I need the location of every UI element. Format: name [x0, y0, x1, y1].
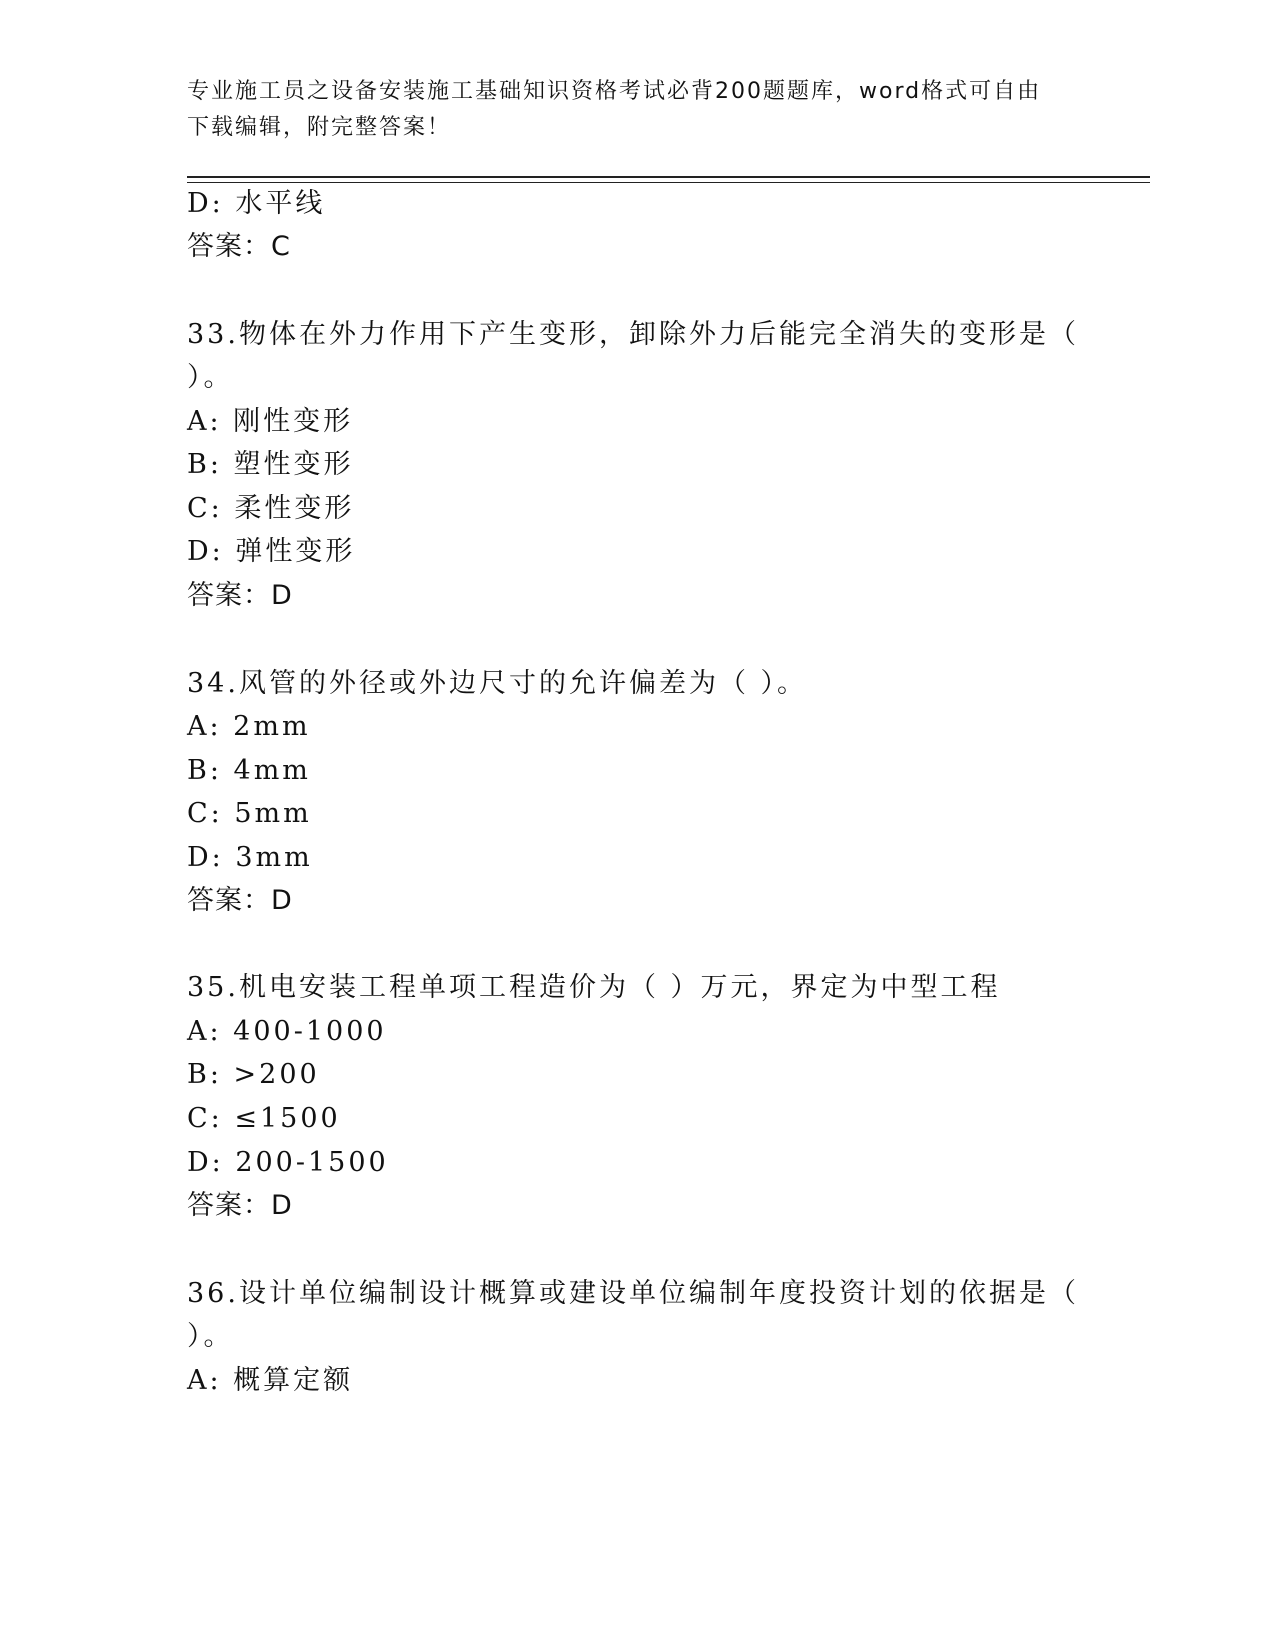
q35-stem: 35.机电安装工程单项工程造价为（ ）万元，界定为中型工程 — [187, 972, 1001, 1003]
q33-stem-line-1: 33.物体在外力作用下产生变形，卸除外力后能完全消失的变形是（ — [187, 319, 1079, 350]
q34-option-d: D: 3mm — [187, 842, 313, 873]
q36-stem-line-1: 36.设计单位编制设计概算或建设单位编制年度投资计划的依据是（ — [187, 1278, 1079, 1309]
q34-stem: 34.风管的外径或外边尺寸的允许偏差为（ ）。 — [187, 668, 808, 699]
q35-option-d: D: 200-1500 — [187, 1147, 389, 1178]
header-rule-thick — [187, 176, 1150, 178]
q36-stem-line-2: ）。 — [187, 1321, 234, 1352]
q34-option-c: C: 5mm — [187, 798, 312, 829]
q35-option-b: B: >200 — [187, 1059, 320, 1090]
q33-option-c: C: 柔性变形 — [187, 493, 355, 524]
q35-option-c: C: ≤1500 — [187, 1103, 341, 1134]
q35-answer: 答案：D — [187, 1190, 293, 1221]
q34-option-a: A: 2mm — [187, 711, 311, 742]
q33-stem-line-2: ）。 — [187, 362, 234, 393]
q33-option-a: A: 刚性变形 — [187, 406, 354, 437]
q34-answer: 答案：D — [187, 885, 293, 916]
q33-option-b: B: 塑性变形 — [187, 449, 354, 480]
header-line-2: 下载编辑，附完整答案！ — [187, 115, 452, 140]
header-rule-thin — [187, 182, 1150, 183]
document-header — [187, 74, 1067, 146]
q33-answer: 答案：D — [187, 580, 293, 611]
q32-answer: 答案：C — [187, 231, 291, 262]
header-line-1: 专业施工员之设备安装施工基础知识资格考试必背200题题库，word格式可自由 — [187, 79, 1042, 104]
q33-option-d: D: 弹性变形 — [187, 536, 356, 567]
q34-option-b: B: 4mm — [187, 755, 311, 786]
q35-option-a: A: 400-1000 — [187, 1016, 387, 1047]
q36-option-a: A: 概算定额 — [187, 1365, 354, 1396]
q32-option-d: D: 水平线 — [187, 188, 326, 219]
